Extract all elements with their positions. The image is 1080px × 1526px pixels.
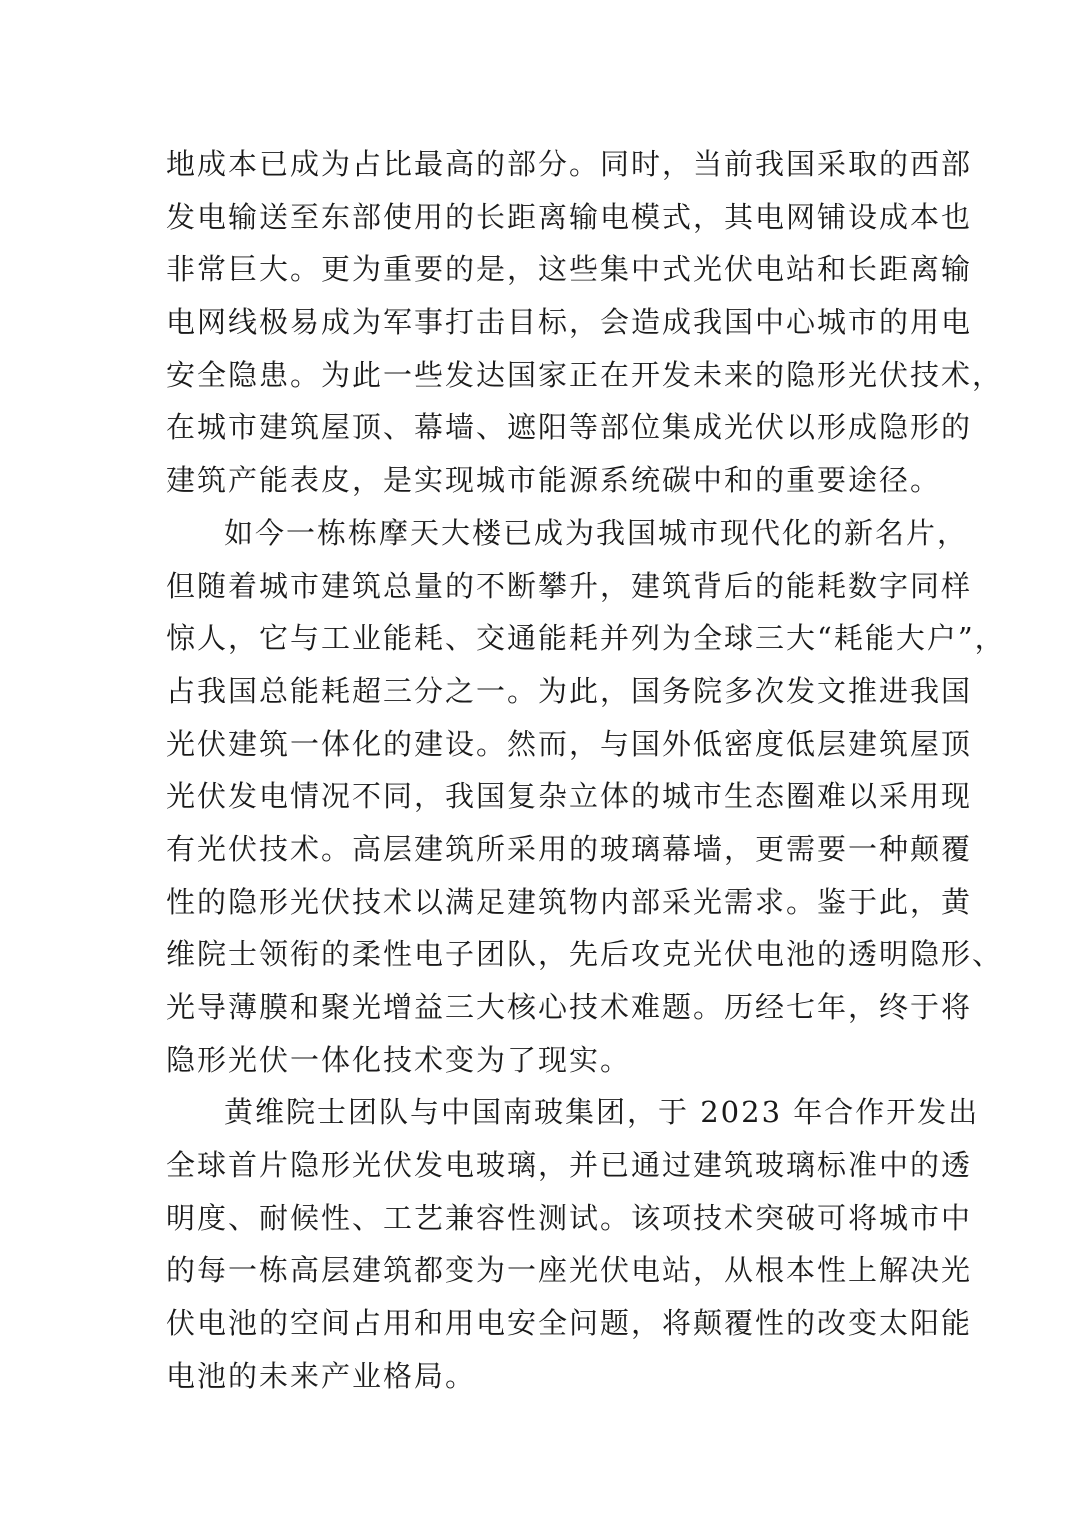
text-line: 的每一栋高层建筑都变为一座光伏电站，从根本性上解决光 [166,1253,973,1288]
text-line: 如今一栋栋摩天大楼已成为我国城市现代化的新名片， [224,515,969,550]
text-line: 伏电池的空间占用和用电安全问题，将颠覆性的改变太阳能 [166,1306,973,1341]
text-line: 但随着城市建筑总量的不断攀升，建筑背后的能耗数字同样 [166,568,973,603]
text-line: 发电输送至东部使用的长距离输电模式，其电网铺设成本也 [166,199,973,234]
text-line: 明度、耐候性、工艺兼容性测试。该项技术突破可将城市中 [166,1200,973,1235]
document-body [166,138,1006,1403]
text-line: 占我国总能耗超三分之一。为此，国务院多次发文推进我国 [166,673,973,708]
text-line: 全球首片隐形光伏发电玻璃，并已通过建筑玻璃标准中的透 [166,1148,973,1183]
text-line: 地成本已成为占比最高的部分。同时，当前我国采取的西部 [166,147,973,181]
text-line: 建筑产能表皮，是实现城市能源系统碳中和的重要途径。 [166,463,942,498]
text-line: 性的隐形光伏技术以满足建筑物内部采光需求。鉴于此，黄 [166,884,973,919]
text-line: 电网线极易成为军事打击目标，会造成我国中心城市的用电 [166,305,973,340]
text-line: 电池的未来产业格局。 [166,1358,477,1393]
text-line: 光导薄膜和聚光增益三大核心技术难题。历经七年，终于将 [166,990,973,1024]
paragraph-3 [166,1086,980,1402]
text-line: 非常巨大。更为重要的是，这些集中式光伏电站和长距离输 [166,252,973,287]
paragraph-1 [166,138,1004,507]
text-line: 安全隐患。为此一些发达国家正在开发未来的隐形光伏技术， [166,357,1004,392]
text-line: 光伏发电情况不同，我国复杂立体的城市生态圈难以采用现 [166,779,973,814]
text-line: 维院士领衔的柔性电子团队，先后攻克光伏电池的透明隐形、 [166,937,1004,972]
text-line: 光伏建筑一体化的建设。然而，与国外低密度低层建筑屋顶 [166,726,973,761]
text-line: 隐形光伏一体化技术变为了现实。 [166,1042,632,1077]
text-line: 黄维院士团队与中国南玻集团，于 2023 年合作开发出 [224,1095,980,1130]
paragraph-2 [166,507,1006,1087]
text-line: 惊人，它与工业能耗、交通能耗并列为全球三大“耗能大户”， [166,621,1006,656]
text-line: 有光伏技术。高层建筑所采用的玻璃幕墙，更需要一种颠覆 [166,831,973,866]
text-line: 在城市建筑屋顶、幕墙、遮阳等部位集成光伏以形成隐形的 [166,410,973,445]
